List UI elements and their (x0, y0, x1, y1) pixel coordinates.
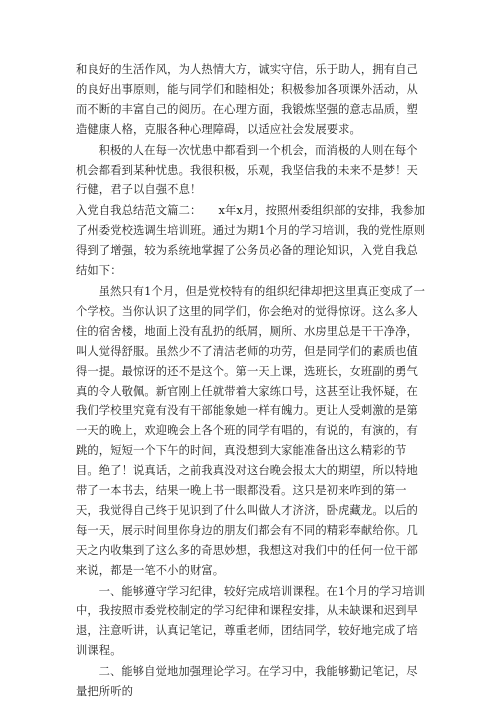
paragraph-discipline: 一、能够遵守学习纪律，较好完成培训课程。在1个月的学习培训中，我按照市委党校制定的学习纪律和课程安排，从未缺课和迟到早退，注意听讲，认真记笔记，尊重老师，团结同学，较好地完成了培训课程。 (76, 584, 425, 658)
paragraph-party-school-experience: 虽然只有1个月，但是党校特有的组织纪律却把这里真正变成了一个学校。当你认识了这里的同学们，你会绝对的觉得惊讶。这么多人住的宿舍楼，地面上没有乱扔的纸屑，厕所、水房里总是干干净净，叫人觉得舒服。虽然少不了清洁老师的功劳，但是同学们的素质也值得一提。最惊讶的还不是这个。第一天上课，选班长，女班副的勇气真的令人敬佩。新官刚上任就带着大家练口号，这甚至让我怀疑，在我们学校里究竟有没有干部能象她一样有魄力。更让人受刺激的是第一天的晚上，欢迎晚会上各个班的同学有唱的，有说的，有演的，有跳的，短短一个下午的时间，真没想到大家能准备出这么精彩的节目。绝了！说真话，之前我真没对这台晚会报太大的期望，所以特地带了一本书去，结果一晚上书一眼都没看。这只是初来咋到的第一天，我觉得自己终于见识到了什么叫做人才济济，卧虎藏龙。以后的每一天，展示时间里你身边的朋友们都会有不同的精彩奉献给你。几天之内收集到了这么多的奇思妙想，我想这对我们中的任何一位干部来说，都是一笔不小的财富。 (76, 284, 425, 577)
paragraph-summary-two-intro: 入党自我总结范文篇二： x年x月，按照州委组织部的安排，我参加了州委党校选调生培训班。通过为期1个月的学习培训，我的党性原则得到了增强，较为系统地掌握了公务员必备的理论知识，入党自我总结如下： (76, 204, 426, 278)
paragraph-optimism: 积极的人在每一次忧患中都看到一个机会，而消极的人则在每个机会都看到某种忧患。我很积极，乐观，我坚信我的未来不是梦！天行健，君子以自强不息！ (76, 143, 418, 197)
paragraph-personal-conduct: 和良好的生活作风，为人热情大方，诚实守信，乐于助人，拥有自己的良好出事原则，能与同学们和睦相处；积极参加各项课外活动，从而不断的丰富自己的阅历。在心理方面，我锻炼坚强的意志品质，塑造健康人格，克服各种心理障碍，以适应社会发展要求。 (76, 63, 418, 136)
paragraph-theory-study: 二、能够自觉地加强理论学习。在学习中，我能够勤记笔记，尽量把所听的 (76, 665, 418, 699)
document-body (76, 60, 426, 702)
